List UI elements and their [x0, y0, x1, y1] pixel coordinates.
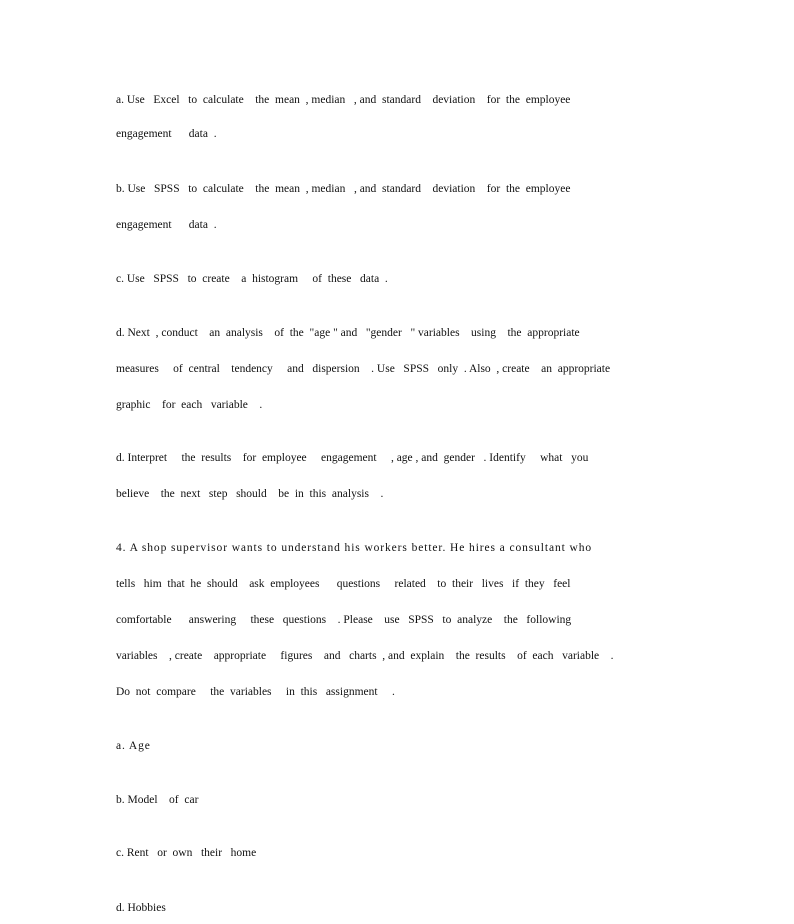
item-d-next-line-1: d. Next , conduct an analysis of the "age " and "gender " variables using the appropriate — [116, 327, 580, 339]
question-4-line-2: tells him that he should ask employees questions related to their lives if they feel — [116, 578, 571, 590]
item-d-next-line-3: graphic for each variable . — [116, 399, 263, 411]
question-4-line-1: 4. A shop supervisor wants to understand his workers better. He hires a consultant who — [116, 542, 593, 554]
item-d-interpret-line-2: believe the next step should be in this analysis . — [116, 488, 384, 500]
q4-item-d-hobbies: d. Hobbies — [116, 902, 166, 914]
item-d-next-line-2: measures of central tendency and dispersion . Use SPSS only . Also , create an appropriate — [116, 363, 611, 375]
item-b-spss-line-1: b. Use SPSS to calculate the mean , median , and standard deviation for the employee — [116, 183, 571, 195]
item-a-excel-line-1: a. Use Excel to calculate the mean , median , and standard deviation for the employee — [116, 94, 571, 106]
q4-item-c-rent-or-own: c. Rent or own their home — [116, 847, 257, 859]
q4-item-b-model-of-car: b. Model of car — [116, 794, 199, 806]
question-4-line-4: variables , create appropriate figures and charts , and explain the results of each variable . — [116, 650, 614, 662]
q4-item-a-age: a. Age — [116, 740, 151, 752]
item-c-histogram-line-1: c. Use SPSS to create a histogram of these data . — [116, 273, 388, 285]
item-a-excel-line-2: engagement data . — [116, 128, 217, 140]
question-4-line-5: Do not compare the variables in this assignment . — [116, 686, 395, 698]
item-b-spss-line-2: engagement data . — [116, 219, 217, 231]
item-d-interpret-line-1: d. Interpret the results for employee engagement , age , and gender . Identify what you — [116, 452, 589, 464]
question-4-line-3: comfortable answering these questions . Please use SPSS to analyze the following — [116, 614, 572, 626]
